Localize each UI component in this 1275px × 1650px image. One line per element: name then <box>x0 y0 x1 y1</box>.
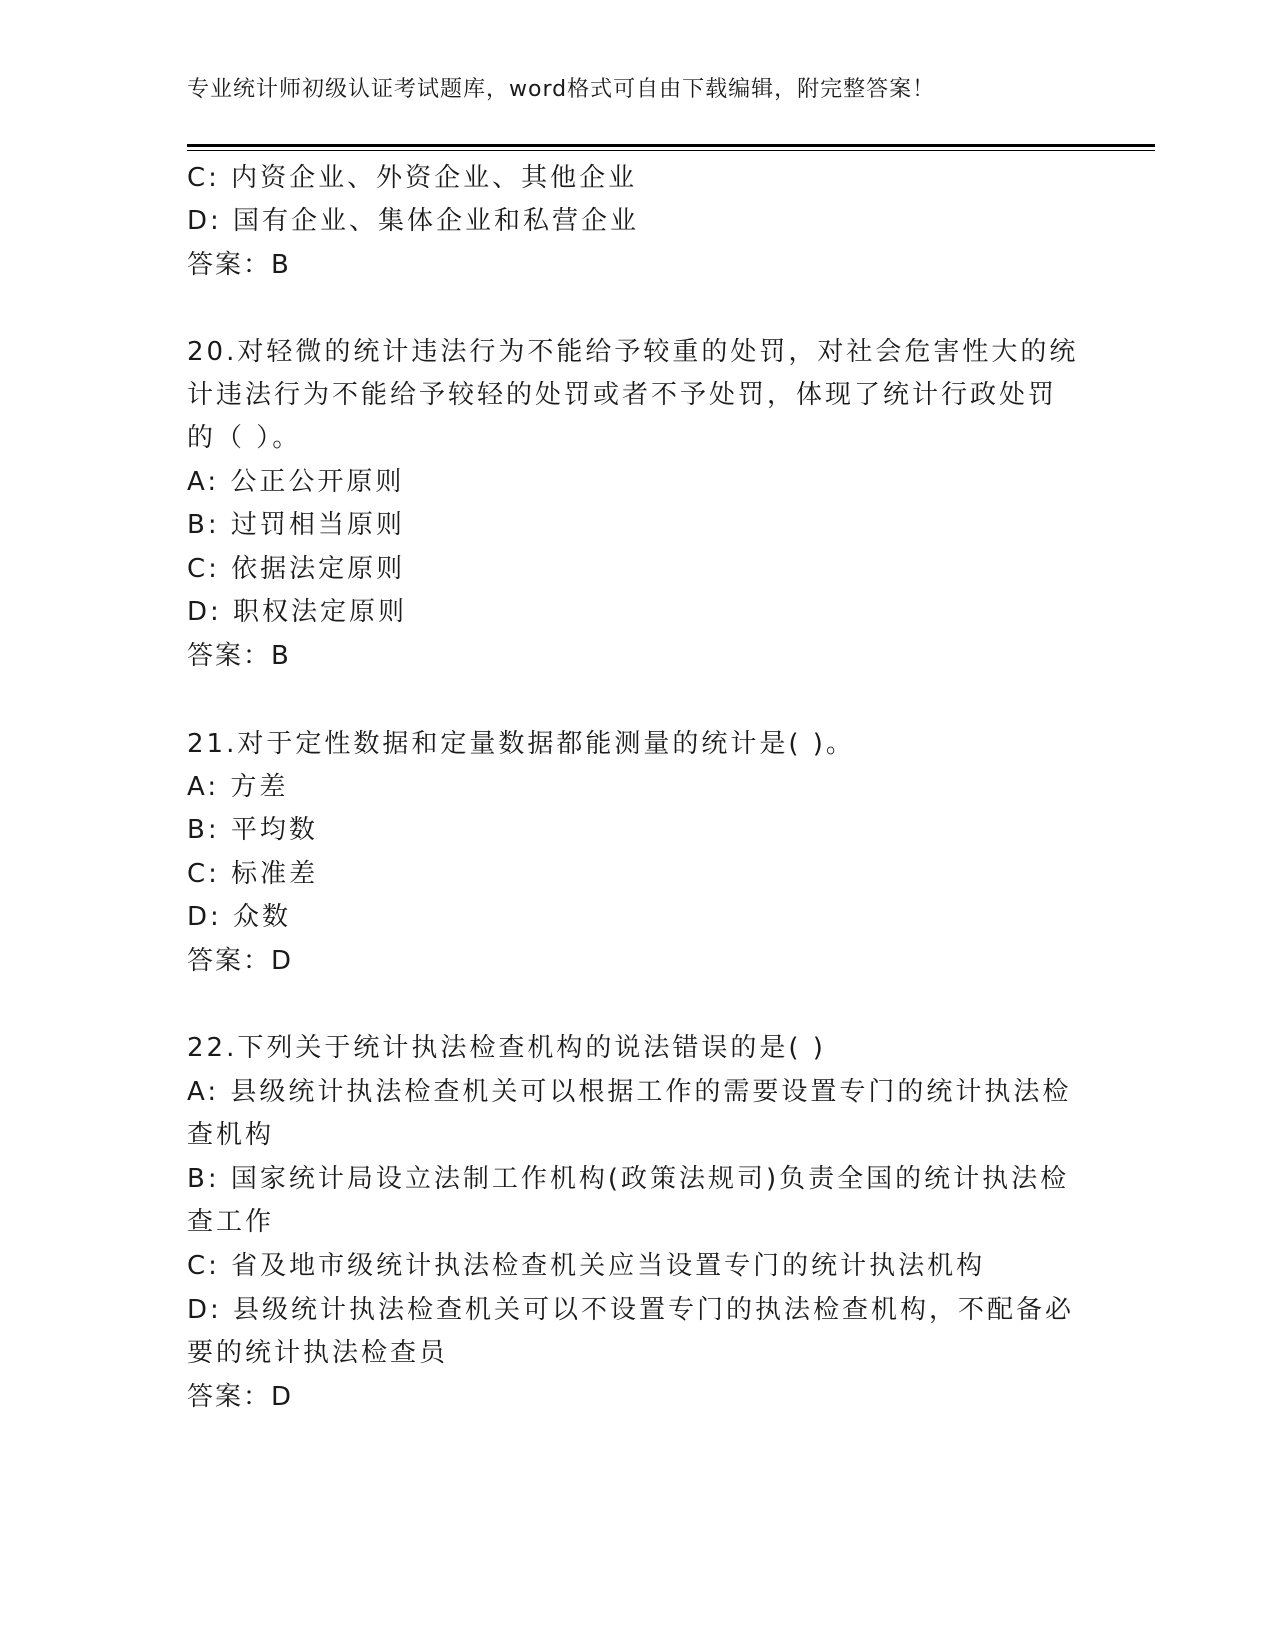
q20-stem-line-2: 计违法行为不能给予较轻的处罚或者不予处罚，体现了统计行政处罚 <box>187 380 1058 410</box>
q21-answer: 答案：D <box>187 946 294 976</box>
q22-option-b-line-2: 查工作 <box>187 1207 275 1237</box>
header-rule-thin <box>187 150 1155 151</box>
q22-option-d-line-1: D: 县级统计执法检查机关可以不设置专门的执法检查机构，不配备必 <box>187 1295 1075 1325</box>
q22-option-b-line-1: B: 国家统计局设立法制工作机构(政策法规司)负责全国的统计执法检 <box>187 1164 1070 1194</box>
q20-option-d: D: 职权法定原则 <box>187 597 408 627</box>
q20-option-a: A: 公正公开原则 <box>187 467 405 497</box>
q20-stem-line-3: 的（ ）。 <box>187 423 302 453</box>
q21-option-c: C: 标准差 <box>187 859 319 889</box>
q22-stem: 22.下列关于统计执法检查机构的说法错误的是( ) <box>187 1033 826 1063</box>
header-rule-thick <box>187 144 1155 147</box>
q21-option-a: A: 方差 <box>187 772 289 802</box>
q22-answer: 答案：D <box>187 1382 294 1412</box>
q22-option-c: C: 省及地市级统计执法检查机关应当设置专门的统计执法机构 <box>187 1251 986 1281</box>
q21-option-b: B: 平均数 <box>187 815 318 845</box>
q19-answer: 答案：B <box>187 250 291 280</box>
q22-option-d-line-2: 要的统计执法检查员 <box>187 1338 449 1368</box>
q20-option-c: C: 依据法定原则 <box>187 554 406 584</box>
page-header: 专业统计师初级认证考试题库，word格式可自由下载编辑，附完整答案！ <box>187 77 936 102</box>
q19-option-d: D: 国有企业、集体企业和私营企业 <box>187 206 640 236</box>
q21-stem: 21.对于定性数据和定量数据都能测量的统计是( )。 <box>187 729 855 759</box>
q20-stem-line-1: 20.对轻微的统计违法行为不能给予较重的处罚，对社会危害性大的统 <box>187 337 1079 367</box>
q20-answer: 答案：B <box>187 641 291 671</box>
q20-option-b: B: 过罚相当原则 <box>187 510 405 540</box>
q19-option-c: C: 内资企业、外资企业、其他企业 <box>187 163 638 193</box>
q22-option-a-line-2: 查机构 <box>187 1120 275 1150</box>
q22-option-a-line-1: A: 县级统计执法检查机关可以根据工作的需要设置专门的统计执法检 <box>187 1077 1072 1107</box>
q21-option-d: D: 众数 <box>187 902 292 932</box>
